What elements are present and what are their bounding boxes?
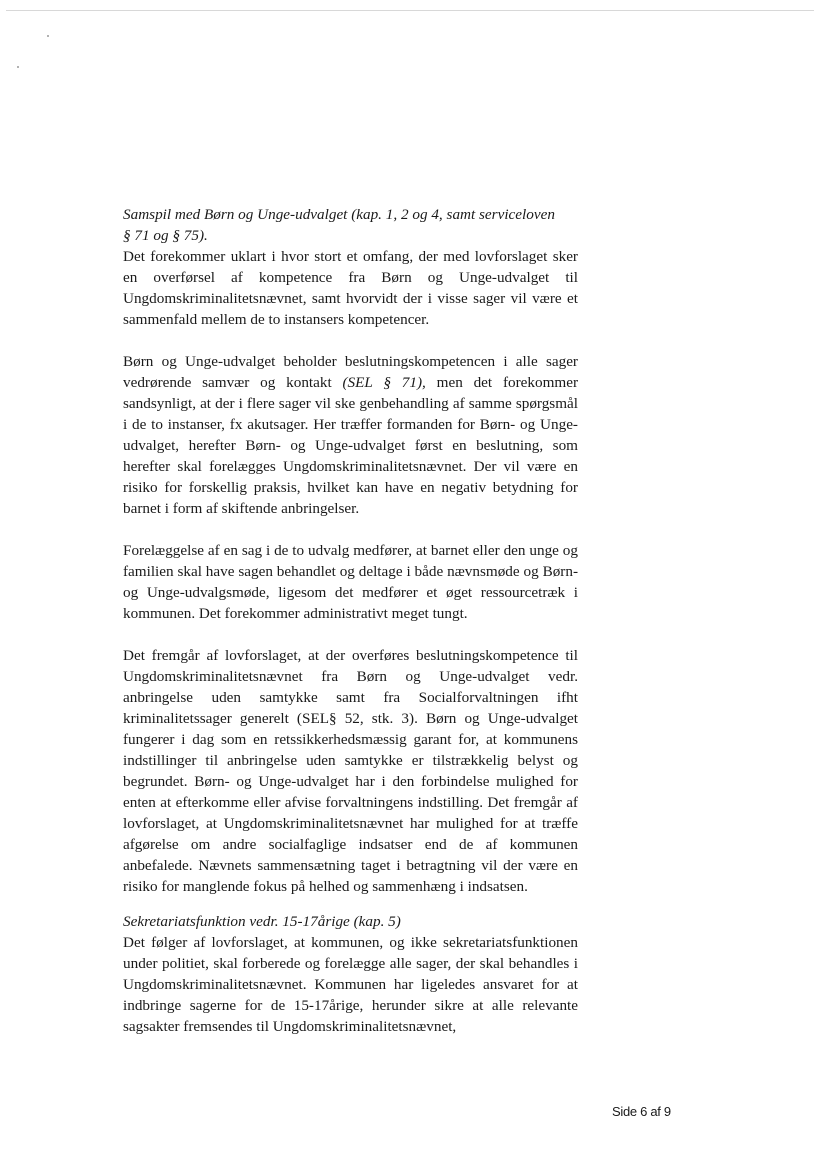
paragraph-2-text-b: men det forekommer sandsynligt, at der i flere sager vil ske genbehandling af samme spørgsmål i de to instanser, fx akutsager. Her træffer formanden for Børn- og Unge-udvalget, herefter Børn- og Unge-udvalget først en beslutning, som herefter skal forelægges Ungdomskriminalitetsnævnet. Der vil være en risiko for forskellig praksis, hvilket kan have en negativ betydning for barnet i form af skiftende anbringelser. xyxy=(123,374,579,517)
section-heading-sekretariat: Sekretariatsfunktion vedr. 15-17årige (kap. 5) xyxy=(123,913,401,930)
section-heading-samspil xyxy=(123,204,578,246)
page-number: Side 6 af 9 xyxy=(612,1104,671,1119)
paragraph-2-reference: (SEL § 71), xyxy=(342,374,426,391)
paragraph-2-text-a: Børn og Unge-udvalget beholder beslutningskompetencen i alle sager vedrørende samvær og kontakt xyxy=(123,353,578,391)
scan-speck xyxy=(17,66,19,68)
heading-line-1: Samspil med Børn og Unge-udvalget (kap. 1, 2 og 4, samt serviceloven xyxy=(123,206,555,223)
paragraph-5: Det følger af lovforslaget, at kommunen, og ikke sekretariatsfunktionen under politiet, skal forberede og forelægge alle sager, der skal behandles i Ungdomskriminalitetsnævnet. Kommunen har ligeledes ansvaret for at indbringe sagerne for de 15-17årige, herunder sikre at alle relevante sagsakter fremsendes til Ungdomskriminalitetsnævnet, xyxy=(123,934,578,1035)
document-body xyxy=(123,204,578,1037)
paragraph-1: Det forekommer uklart i hvor stort et omfang, der med lovforslaget sker en overførsel af kompetence fra Børn og Unge-udvalget til Ungdomskriminalitetsnævnet, samt hvorvidt der i visse sager vil være et sammenfald mellem de to instansers kompetencer. xyxy=(123,248,578,328)
paragraph-4: Det fremgår af lovforslaget, at der overføres beslutningskompetence til Ungdomskriminalitetsnævnet fra Børn og Unge-udvalget vedr. anbringelse uden samtykke samt fra Socialforvaltningen ifht kriminalitetssager generelt (SEL§ 52, stk. 3). Børn og Unge-udvalget fungerer i dag som en retssikkerhedsmæssig garant for, at kommunens indstillinger til anbringelse uden samtykke er tilstrækkelig belyst og begrundet. Børn- og Unge-udvalget har i den forbindelse mulighed for enten at efterkomme eller afvise forvaltningens indstilling. Det fremgår af lovforslaget, at Ungdomskriminalitetsnævnet har mulighed for at træffe afgørelse om andre socialfaglige indsatser end de af kommunen anbefalede. Nævnets sammensætning taget i betragtning vil der være en risiko for manglende fokus på helhed og sammenhæng i indsatsen. xyxy=(123,647,578,895)
paragraph-3: Forelæggelse af en sag i de to udvalg medfører, at barnet eller den unge og familien skal have sagen behandlet og deltage i både nævnsmøde og Børn- og Unge-udvalgsmøde, ligesom det medfører et øget ressourcetræk i kommunen. Det forekommer administrativt meget tungt. xyxy=(123,542,578,622)
heading-line-2: § 71 og § 75). xyxy=(123,227,208,244)
scan-speck xyxy=(47,35,49,37)
paragraph-2 xyxy=(123,351,578,519)
scan-top-edge xyxy=(6,10,814,11)
